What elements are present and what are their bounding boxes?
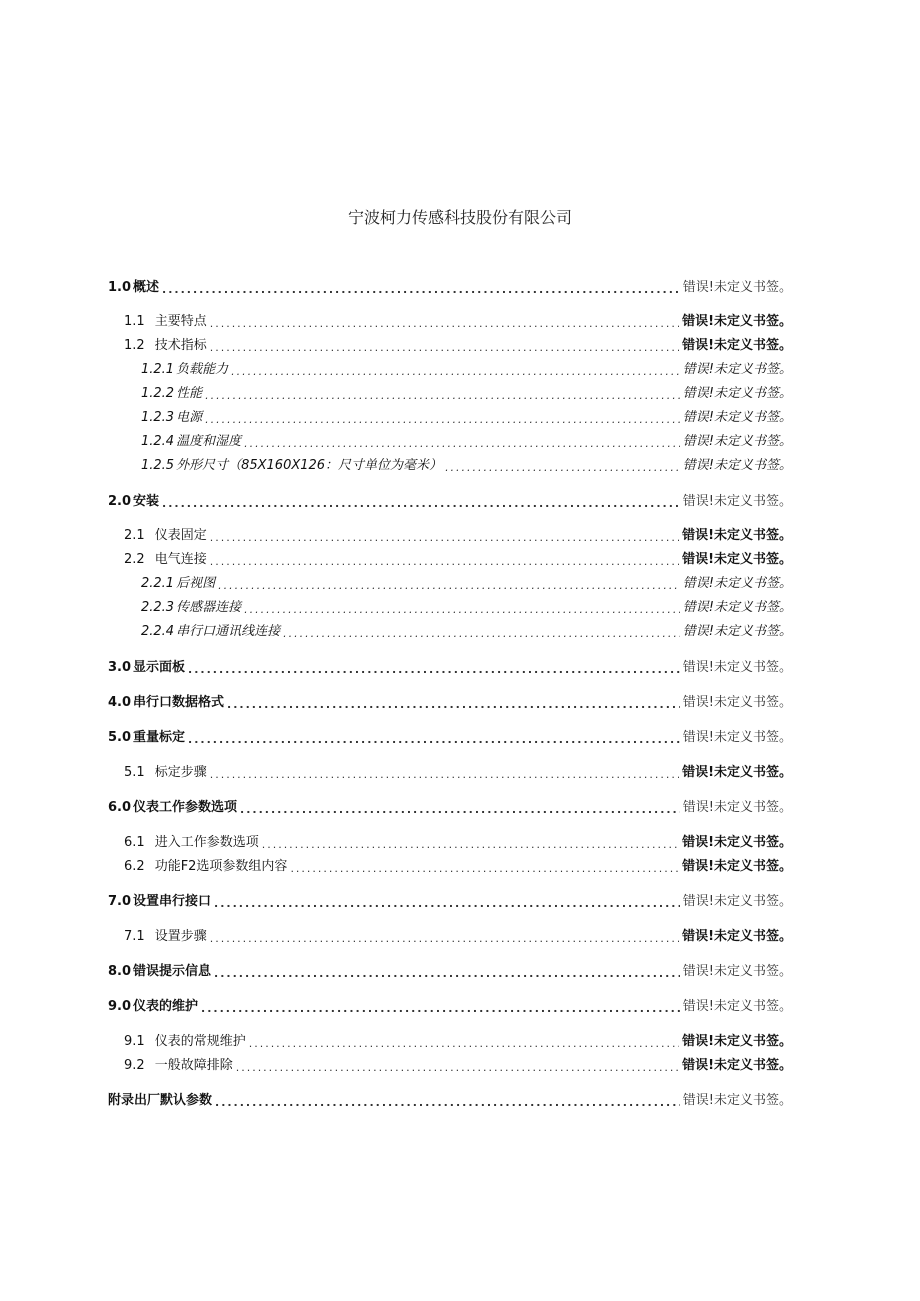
toc-entry-label: [108, 729, 185, 747]
toc-entry-title: 技术指标: [154, 338, 207, 353]
toc-entry[interactable]: [108, 525, 792, 545]
toc-entry-title: 附录出厂默认参数: [108, 1093, 213, 1108]
dot-leader: [210, 315, 679, 331]
toc-page-reference: 错误!未定义书签。: [682, 929, 792, 944]
toc-entry-label: [108, 493, 159, 511]
toc-entry-number: 7.0: [108, 894, 132, 909]
toc-entry[interactable]: [108, 797, 792, 817]
toc-entry[interactable]: [108, 431, 792, 451]
toc-entry-title: 安装: [133, 494, 160, 509]
toc-entry-title: 进入工作参数选项: [154, 835, 259, 850]
toc-page-reference: 错误!未定义书签。: [682, 410, 792, 425]
dot-leader: [188, 661, 680, 677]
toc-entry-label: [108, 893, 211, 911]
toc-page-reference: 错误!未定义书签。: [682, 458, 792, 473]
toc-entry[interactable]: [108, 1031, 792, 1051]
toc-page-reference: 错误!未定义书签。: [682, 894, 792, 909]
toc-entry-title: 温度和湿度: [176, 434, 242, 449]
toc-entry-title: 错误提示信息: [133, 964, 212, 979]
toc-entry-label: [141, 385, 202, 403]
dot-leader: [218, 577, 680, 593]
toc-page-reference: 错误!未定义书签。: [682, 964, 792, 979]
dot-leader: [205, 411, 680, 427]
toc-entry-title: 外形尺寸（85X160X126：尺寸单位为毫米）: [176, 458, 443, 473]
toc-entry-number: 1.2.5: [141, 458, 175, 473]
toc-entry-title: 性能: [176, 386, 203, 401]
dot-leader: [210, 339, 679, 355]
dot-leader: [210, 553, 679, 569]
toc-page-reference: 错误!未定义书签。: [682, 528, 792, 543]
dot-leader: [231, 363, 680, 379]
toc-entry-number: 5.1: [124, 765, 145, 780]
toc-entry[interactable]: [108, 891, 792, 911]
toc-entry-title: 概述: [133, 280, 160, 295]
dot-leader: [210, 529, 679, 545]
toc-entry-number: 5.0: [108, 730, 132, 745]
dot-leader: [162, 495, 680, 511]
toc-entry-label: [141, 623, 280, 641]
toc-page-reference: 错误!未定义书签。: [682, 660, 792, 675]
toc-entry-label: [108, 963, 211, 981]
toc-entry-number: 1.2.3: [141, 410, 175, 425]
dot-leader: [214, 895, 680, 911]
toc-page-reference: 错误!未定义书签。: [682, 730, 792, 745]
toc-entry-title: 重量标定: [133, 730, 186, 745]
toc-entry[interactable]: [108, 727, 792, 747]
toc-entry[interactable]: [108, 996, 792, 1016]
toc-entry[interactable]: [108, 762, 792, 782]
table-of-contents: [108, 277, 792, 1110]
toc-page-reference: 错误!未定义书签。: [682, 765, 792, 780]
toc-page-reference: 错误!未定义书签。: [682, 494, 792, 509]
toc-entry-number: 1.0: [108, 280, 132, 295]
toc-entry-label: [108, 659, 185, 677]
toc-entry-label: [141, 457, 442, 475]
dot-leader: [215, 1094, 680, 1110]
toc-entry[interactable]: [108, 549, 792, 569]
toc-entry-number: 1.2.4: [141, 434, 175, 449]
toc-entry[interactable]: [108, 277, 792, 297]
toc-entry-title: 显示面板: [133, 660, 186, 675]
dot-leader: [244, 601, 680, 617]
toc-entry-number: 2.1: [124, 528, 145, 543]
toc-entry-title: 仪表的常规维护: [154, 1034, 246, 1049]
toc-entry[interactable]: [108, 1055, 792, 1075]
toc-entry[interactable]: [108, 597, 792, 617]
toc-entry-number: 9.2: [124, 1058, 145, 1073]
toc-entry-number: 1.2: [124, 338, 145, 353]
toc-entry-number: 2.2.3: [141, 600, 175, 615]
toc-entry-label: [108, 998, 198, 1016]
toc-page-reference: 错误!未定义书签。: [682, 624, 792, 639]
dot-leader: [236, 1059, 679, 1075]
toc-entry-number: 1.1: [124, 314, 145, 329]
toc-entry-number: 1.2.1: [141, 362, 175, 377]
toc-page-reference: 错误!未定义书签。: [682, 552, 792, 567]
toc-entry-title: 仪表固定: [154, 528, 207, 543]
toc-entry-number: 9.1: [124, 1034, 145, 1049]
toc-entry-title: 标定步骤: [154, 765, 207, 780]
toc-entry[interactable]: [108, 455, 792, 475]
toc-entry-title: 电源: [176, 410, 203, 425]
toc-entry-title: 后视图: [176, 576, 216, 591]
toc-entry[interactable]: [108, 961, 792, 981]
toc-entry-number: 2.2.4: [141, 624, 175, 639]
toc-entry[interactable]: [108, 657, 792, 677]
toc-entry-title: 负载能力: [176, 362, 229, 377]
toc-entry-number: 8.0: [108, 964, 132, 979]
toc-entry-number: 4.0: [108, 695, 132, 710]
toc-page-reference: 错误!未定义书签。: [682, 800, 792, 815]
toc-entry-title: 一般故障排除: [154, 1058, 233, 1073]
dot-leader: [240, 801, 680, 817]
dot-leader: [249, 1035, 679, 1051]
toc-entry[interactable]: [108, 491, 792, 511]
toc-page-reference: 错误!未定义书签。: [682, 695, 792, 710]
toc-entry-number: 6.1: [124, 835, 145, 850]
dot-leader: [214, 965, 680, 981]
toc-entry-number: 2.2: [124, 552, 145, 567]
toc-entry-label: [141, 599, 241, 617]
toc-entry[interactable]: [108, 856, 792, 876]
dot-leader: [210, 930, 679, 946]
toc-entry-label: [141, 433, 241, 451]
toc-entry[interactable]: [108, 335, 792, 355]
toc-entry-label: [124, 1033, 246, 1051]
toc-entry-label: [124, 313, 207, 331]
toc-page-reference: 错误!未定义书签。: [682, 280, 792, 295]
toc-entry-title: 功能F2选项参数组内容: [154, 859, 288, 874]
toc-entry-label: [141, 409, 202, 427]
toc-entry[interactable]: [108, 692, 792, 712]
toc-entry-title: 串行口通讯线连接: [176, 624, 281, 639]
toc-page-reference: 错误!未定义书签。: [682, 1034, 792, 1049]
toc-entry-number: 2.0: [108, 494, 132, 509]
company-name: 宁波柯力传感科技股份有限公司: [347, 208, 572, 227]
toc-page-reference: 错误!未定义书签。: [682, 386, 792, 401]
toc-entry-label: [124, 928, 207, 946]
toc-entry-number: 6.0: [108, 800, 132, 815]
toc-entry-title: 仪表工作参数选项: [133, 800, 238, 815]
dot-leader: [244, 435, 680, 451]
dot-leader: [162, 281, 680, 297]
toc-page-reference: 错误!未定义书签。: [682, 314, 792, 329]
toc-entry-title: 设置串行接口: [133, 894, 212, 909]
toc-entry-label: [108, 1092, 212, 1110]
toc-entry[interactable]: [108, 926, 792, 946]
toc-entry-label: [124, 551, 207, 569]
dot-leader: [210, 766, 679, 782]
toc-entry-title: 串行口数据格式: [133, 695, 225, 710]
dot-leader: [205, 387, 680, 403]
toc-entry[interactable]: [108, 573, 792, 593]
toc-page-reference: 错误!未定义书签。: [682, 600, 792, 615]
toc-entry-label: [141, 575, 215, 593]
dot-leader: [201, 1000, 680, 1016]
toc-entry-title: 电气连接: [154, 552, 207, 567]
toc-entry-label: [124, 858, 287, 876]
toc-entry-number: 7.1: [124, 929, 145, 944]
toc-entry[interactable]: [108, 383, 792, 403]
toc-page-reference: 错误!未定义书签。: [682, 1058, 792, 1073]
toc-entry-title: 传感器连接: [176, 600, 242, 615]
toc-page-reference: 错误!未定义书签。: [682, 338, 792, 353]
toc-page-reference: 错误!未定义书签。: [682, 362, 792, 377]
toc-entry-label: [108, 799, 237, 817]
toc-entry-number: 9.0: [108, 999, 132, 1014]
toc-entry-label: [124, 764, 207, 782]
toc-entry-number: 3.0: [108, 660, 132, 675]
toc-entry-number: 1.2.2: [141, 386, 175, 401]
dot-leader: [445, 459, 680, 475]
toc-page-reference: 错误!未定义书签。: [682, 999, 792, 1014]
toc-entry-label: [141, 361, 228, 379]
toc-page-reference: 错误!未定义书签。: [682, 434, 792, 449]
toc-entry-title: 设置步骤: [154, 929, 207, 944]
toc-entry-label: [124, 527, 207, 545]
toc-entry-label: [124, 337, 207, 355]
toc-entry[interactable]: [108, 1090, 792, 1110]
toc-page-reference: 错误!未定义书签。: [682, 835, 792, 850]
toc-entry-label: [108, 694, 224, 712]
toc-entry-title: 主要特点: [154, 314, 207, 329]
toc-page-reference: 错误!未定义书签。: [682, 859, 792, 874]
dot-leader: [262, 836, 679, 852]
dot-leader: [227, 696, 680, 712]
dot-leader: [188, 731, 680, 747]
toc-entry-number: 6.2: [124, 859, 145, 874]
toc-entry-title: 仪表的维护: [133, 999, 199, 1014]
toc-entry[interactable]: [108, 359, 792, 379]
toc-entry-number: 2.2.1: [141, 576, 175, 591]
dot-leader: [283, 625, 680, 641]
toc-entry[interactable]: [108, 407, 792, 427]
toc-entry[interactable]: [108, 311, 792, 331]
dot-leader: [290, 860, 679, 876]
toc-entry[interactable]: [108, 621, 792, 641]
toc-entry-label: [124, 1057, 233, 1075]
toc-page-reference: 错误!未定义书签。: [682, 1093, 792, 1108]
toc-page-reference: 错误!未定义书签。: [682, 576, 792, 591]
toc-entry[interactable]: [108, 832, 792, 852]
toc-entry-label: [108, 279, 159, 297]
toc-entry-label: [124, 834, 259, 852]
